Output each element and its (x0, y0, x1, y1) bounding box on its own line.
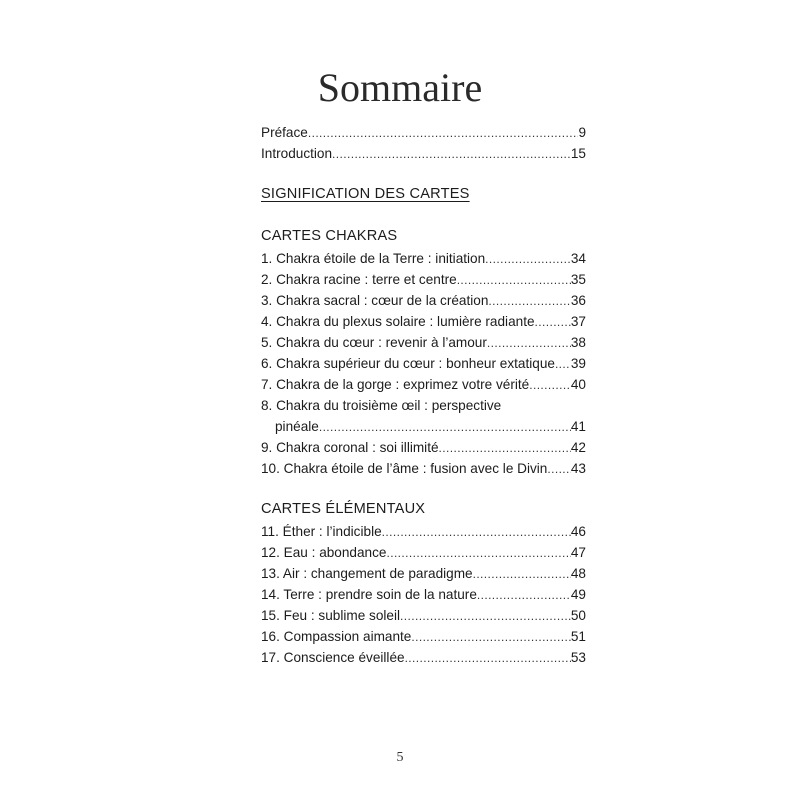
toc-entry-element-11[interactable] (261, 521, 586, 542)
group-heading-chakras: CARTES CHAKRAS (261, 228, 398, 244)
toc-entry-label: 14. Terre : prendre soin de la nature (261, 587, 477, 602)
dot-leader (477, 585, 571, 606)
dot-leader (535, 312, 571, 333)
toc-entry-page: 48 (570, 566, 586, 581)
toc-entry-element-15[interactable] (261, 605, 586, 626)
toc-entry-page: 46 (570, 524, 586, 539)
page-number: 5 (396, 750, 404, 765)
dot-leader (332, 144, 571, 165)
dot-leader (319, 417, 571, 438)
toc-entry-label: 10. Chakra étoile de l’âme : fusion avec le Divin (261, 461, 548, 476)
toc-entry-label: 7. Chakra de la gorge : exprimez votre vérité (261, 377, 530, 392)
toc-entry-chakra-6[interactable] (261, 353, 586, 374)
toc-entry-page: 47 (570, 545, 586, 560)
table-of-contents (261, 122, 586, 668)
toc-entry-page: 9 (578, 125, 586, 140)
toc-entry-label: Introduction (261, 146, 333, 161)
toc-entry-label: 11. Éther : l’indicible (261, 524, 382, 539)
toc-entry-chakra-9[interactable] (261, 437, 586, 458)
toc-entry-label: 2. Chakra racine : terre et centre (261, 272, 457, 287)
dot-leader (439, 438, 571, 459)
toc-entry-label: 4. Chakra du plexus solaire : lumière radiante (261, 314, 535, 329)
toc-entry-chakra-7[interactable] (261, 374, 586, 395)
toc-entry-chakra-10[interactable] (261, 458, 586, 479)
toc-entry-chakra-1[interactable] (261, 248, 586, 269)
toc-entry-page: 50 (570, 608, 586, 623)
toc-entry-page: 15 (570, 146, 586, 161)
toc-entry-element-16[interactable] (261, 626, 586, 647)
toc-entry-label: Préface (261, 125, 308, 140)
dot-leader (457, 270, 571, 291)
toc-entry-page: 40 (570, 377, 586, 392)
toc-entry-label: 13. Air : changement de paradigme (261, 566, 473, 581)
toc-entry-element-17[interactable] (261, 647, 586, 668)
dot-leader (308, 123, 579, 144)
toc-entry-page: 38 (570, 335, 586, 350)
group-heading-elementaux: CARTES ÉLÉMENTAUX (261, 501, 426, 517)
toc-entry-label: 12. Eau : abondance (261, 545, 387, 560)
toc-entry-label: 16. Compassion aimante (261, 629, 412, 644)
toc-entry-chakra-4[interactable] (261, 311, 586, 332)
toc-entry-chakra-8-continued[interactable] (261, 416, 586, 437)
toc-entry-page: 39 (570, 356, 586, 371)
toc-entry-label: 17. Conscience éveillée (261, 650, 405, 665)
toc-entry-element-13[interactable] (261, 563, 586, 584)
dot-leader (405, 648, 571, 669)
dot-leader (400, 606, 571, 627)
dot-leader (487, 333, 571, 354)
section-heading: SIGNIFICATION DES CARTES (261, 186, 470, 202)
toc-entry-preface[interactable] (261, 122, 586, 143)
dot-leader (382, 522, 571, 543)
toc-entry-page: 37 (570, 314, 586, 329)
toc-entry-page: 43 (570, 461, 586, 476)
toc-entry-label: 8. Chakra du troisième œil : perspective (261, 398, 502, 413)
toc-entry-element-12[interactable] (261, 542, 586, 563)
toc-entry-label: 1. Chakra étoile de la Terre : initiation (261, 251, 486, 266)
toc-entry-label: 15. Feu : sublime soleil (261, 608, 401, 623)
toc-entry-page: 51 (570, 629, 586, 644)
toc-entry-label: 3. Chakra sacral : cœur de la création (261, 293, 489, 308)
toc-entry-page: 42 (570, 440, 586, 455)
dot-leader (547, 459, 571, 480)
toc-entry-page: 35 (570, 272, 586, 287)
dot-leader (529, 375, 571, 396)
dot-leader (488, 291, 570, 312)
page-title: Sommaire (317, 65, 483, 110)
toc-entry-label: 9. Chakra coronal : soi illimité (261, 440, 439, 455)
dot-leader (555, 354, 571, 375)
toc-entry-label: 6. Chakra supérieur du cœur : bonheur extatique (261, 356, 555, 371)
toc-entry-chakra-3[interactable] (261, 290, 586, 311)
toc-entry-chakra-5[interactable] (261, 332, 586, 353)
dot-leader (473, 564, 571, 585)
dot-leader (411, 627, 571, 648)
dot-leader (386, 543, 570, 564)
toc-entry-label: 5. Chakra du cœur : revenir à l’amour (261, 335, 487, 350)
toc-entry-page: 41 (570, 419, 586, 434)
toc-entry-element-14[interactable] (261, 584, 586, 605)
toc-entry-label-continued: pinéale (275, 419, 319, 434)
toc-entry-introduction[interactable] (261, 143, 586, 164)
toc-entry-page: 34 (570, 251, 586, 266)
toc-entry-page: 36 (570, 293, 586, 308)
toc-entry-chakra-2[interactable] (261, 269, 586, 290)
toc-entry-page: 49 (570, 587, 586, 602)
dot-leader (485, 249, 571, 270)
toc-entry-page: 53 (570, 650, 586, 665)
toc-entry-chakra-8[interactable] (261, 395, 586, 416)
